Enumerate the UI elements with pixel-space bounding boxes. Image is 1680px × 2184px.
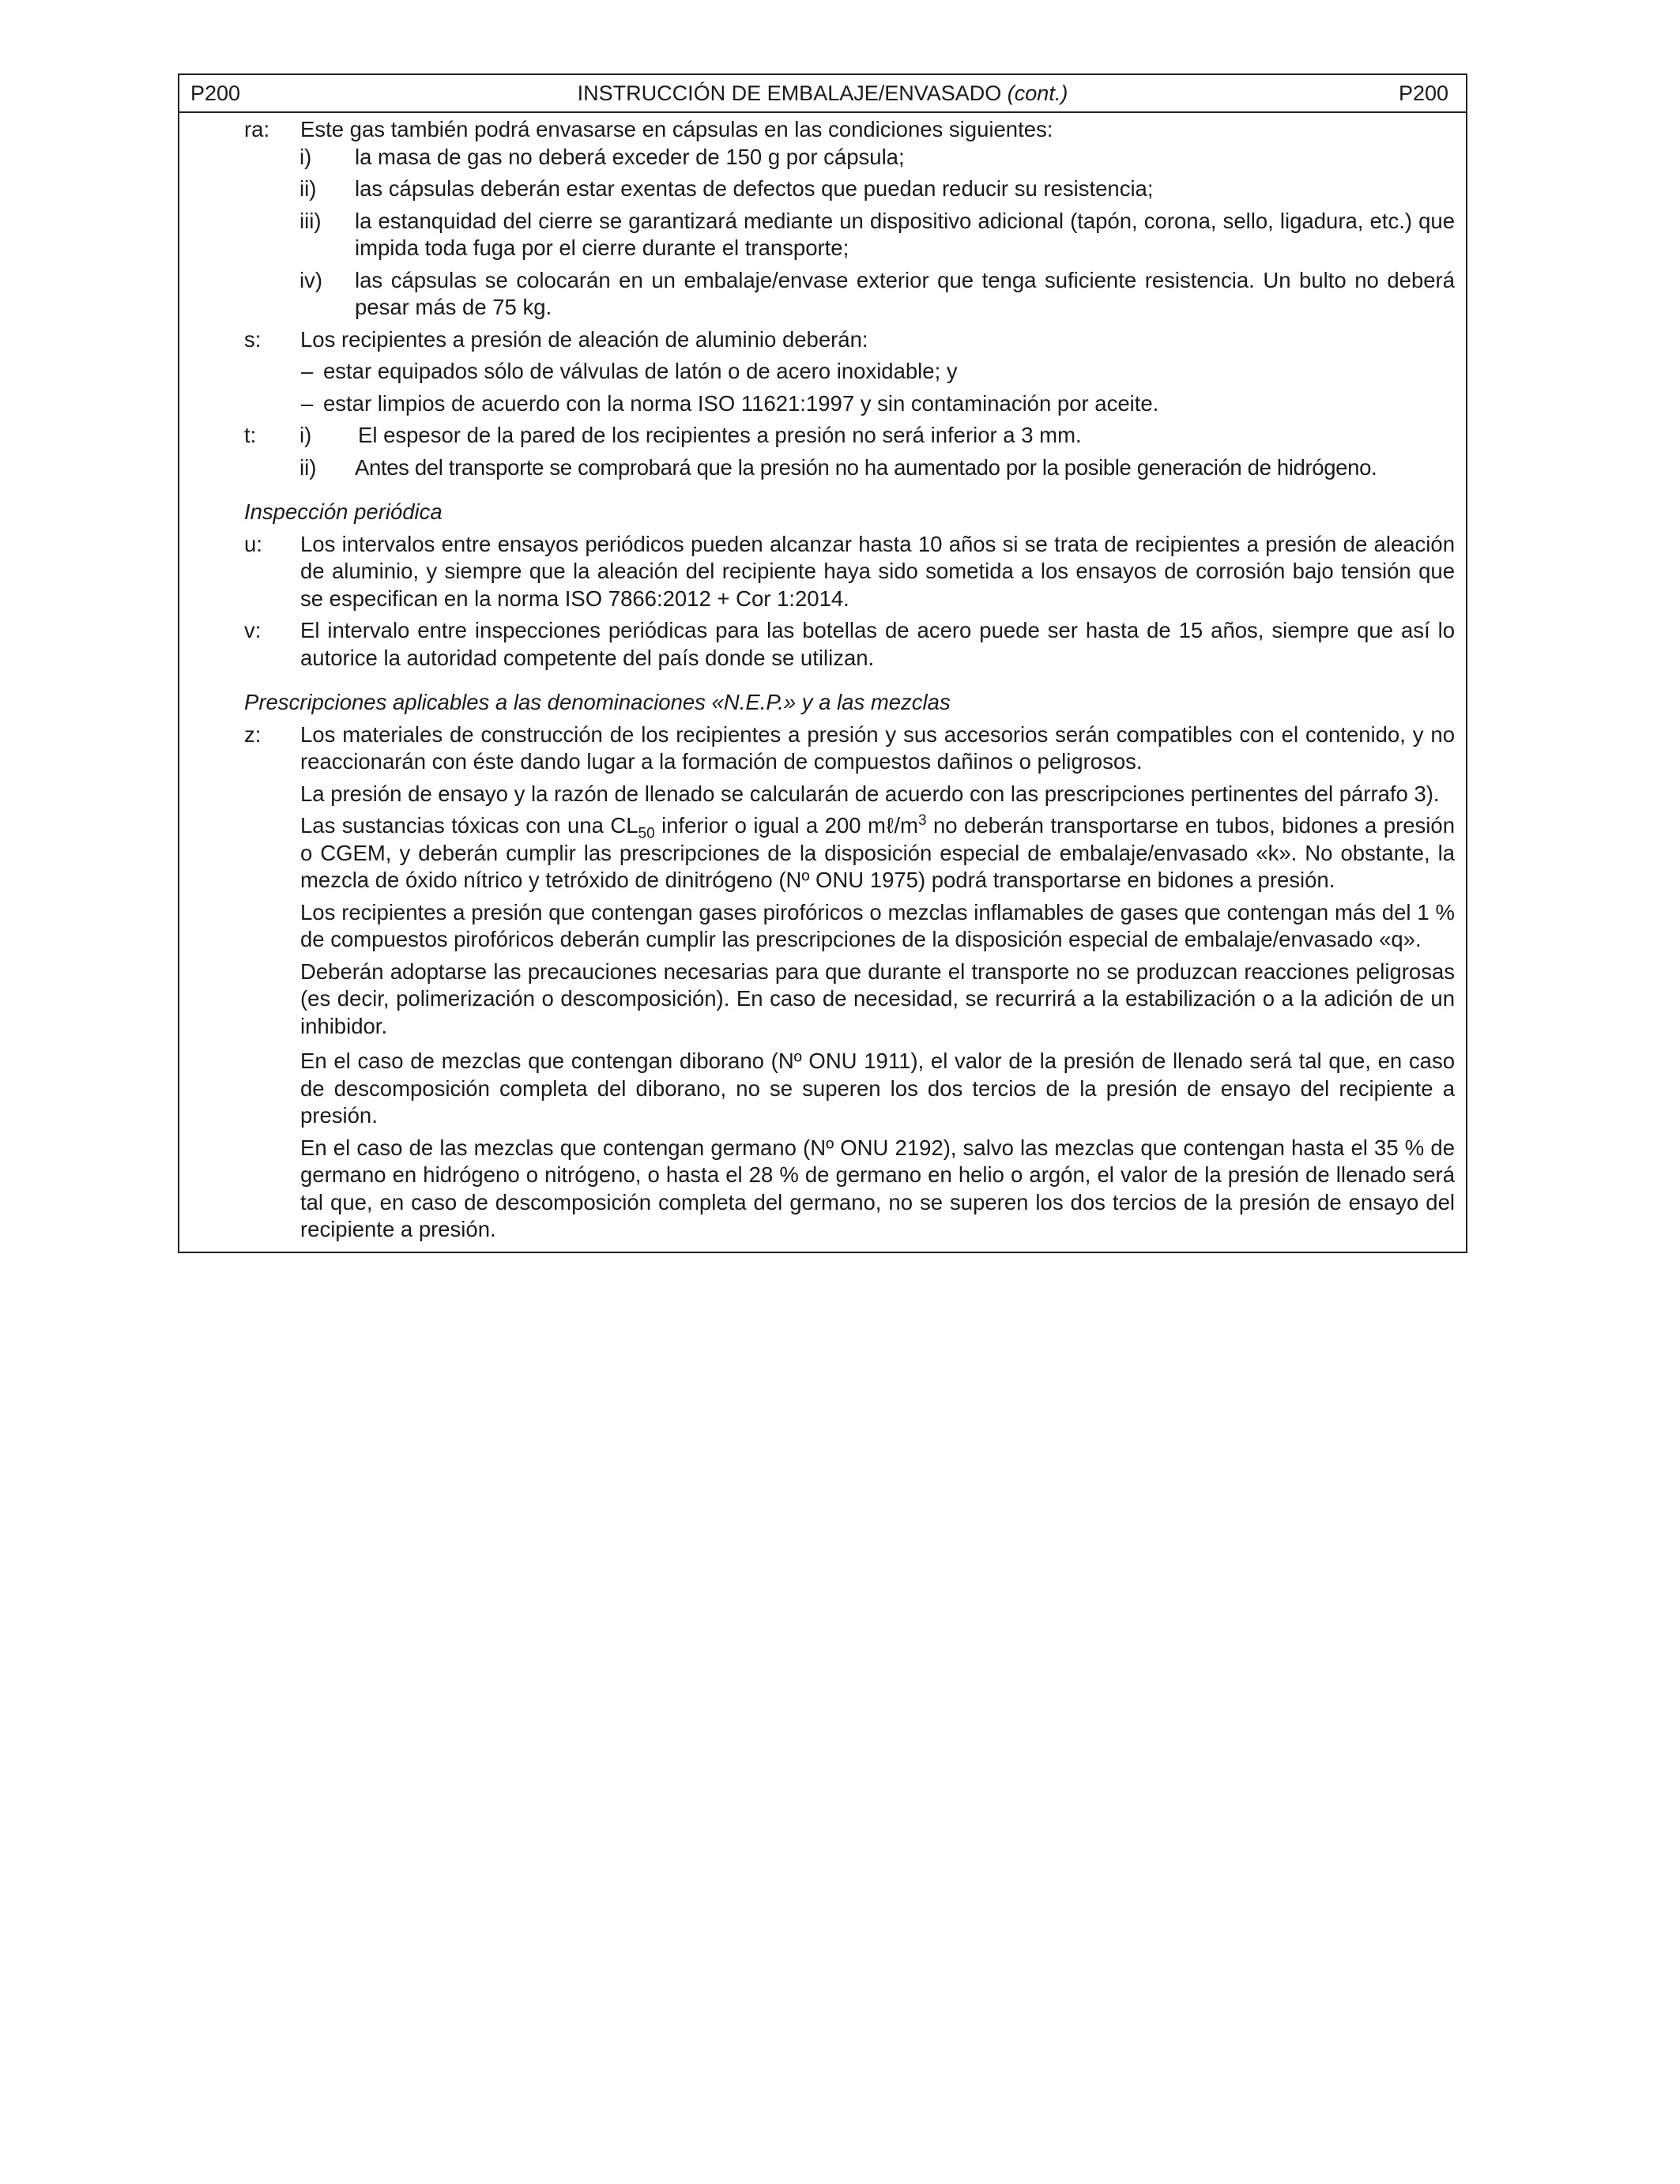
table-header [179, 75, 1466, 113]
table-body [179, 113, 1466, 1252]
instruction-code-left: P200 [190, 81, 241, 105]
provision-label: u: [244, 531, 262, 556]
subscript: 50 [638, 825, 655, 842]
list-item-label: i) [299, 423, 312, 447]
provision-s [179, 326, 1455, 354]
dash-bullet: – [301, 359, 314, 383]
list-item-text: Antes del transporte se comprobará que la presión no ha aumentado por la posible generación de hidrógeno. [355, 454, 1377, 480]
provision-ra [179, 116, 1455, 144]
provision-label: v: [244, 618, 262, 642]
paragraph: Deberán adoptarse las precauciones necesarias para que durante el transporte no se produzcan reacciones peligrosas (es decir, polimerización o descomposición). En caso de necesidad, se recurrirá a la estabilización o a la adición de un inhibidor. [300, 958, 1455, 1038]
provision-label: s: [244, 326, 262, 352]
superscript: 3 [917, 811, 927, 829]
list-item-label: i) [299, 144, 312, 169]
list-item-text: estar equipados sólo de válvulas de latón o de acero inoxidable; y [323, 359, 958, 383]
instruction-code-right: P200 [1398, 81, 1448, 105]
provision-text: El intervalo entre inspecciones periódicas para las botellas de acero puede ser hasta de 15 años, siempre que así lo autorice la autoridad competente del país donde se utilizan. [300, 618, 1455, 670]
list-item-label: iv) [299, 267, 323, 292]
packing-instruction-table [178, 73, 1467, 1253]
paragraph: Los recipientes a presión que contengan gases pirofóricos o mezclas inflamables de gases que contengan más del 1 % de compuestos pirofóricos deberán cumplir las prescripciones de la disposición especial de embalaje/envasado «q». [300, 899, 1455, 951]
provision-text: Este gas también podrá envasarse en cápsulas en las condiciones siguientes: [300, 117, 1053, 141]
list-item-label: ii) [299, 454, 317, 480]
instruction-title: INSTRUCCIÓN DE EMBALAJE/ENVASADO (cont.) [577, 81, 1068, 105]
list-item-text: las cápsulas se colocarán en un embalaje/envase exterior que tenga suficiente resistencia. Un bulto no deberá pesar más de 75 kg. [355, 267, 1455, 319]
dash-bullet: – [301, 390, 314, 416]
provision-label: z: [244, 721, 262, 747]
paragraph: En el caso de mezclas que contengan diborano (Nº ONU 1911), el valor de la presión de llenado será tal que, en caso de descomposición completa del diborano, no se superen los dos tercios de la presión de ensayo del recipiente a presión. [300, 1049, 1455, 1128]
list-item-label: iii) [299, 208, 322, 233]
provision-v [179, 617, 1455, 672]
list-item [179, 144, 1455, 171]
provision-z [179, 721, 1455, 776]
paragraph: En el caso de las mezclas que contengan germano (Nº ONU 2192), salvo las mezclas que contengan hasta el 35 % de germano en hidrógeno o nitrógeno, o hasta el 28 % de germano en helio o argón, el valor de la presión de llenado será tal que, en caso de descomposición completa del germano, no se superen los dos tercios de la presión de ensayo del recipiente a presión. [300, 1135, 1455, 1241]
provision-text: Los recipientes a presión de aleación de aluminio deberán: [300, 326, 868, 352]
list-item-text: la estanquidad del cierre se garantizará mediante un dispositivo adicional (tapón, corona, sello, ligadura, etc.) que impida toda fuga por el cierre durante el transporte; [355, 208, 1455, 260]
provision-label: ra: [244, 117, 270, 141]
list-item [179, 358, 1455, 386]
title-suffix: (cont.) [1007, 81, 1068, 105]
list-item [179, 454, 1455, 482]
paragraph-toxic-substances: Las sustancias tóxicas con una $CL_{50}$ inferior o igual a 200 $m\ell/m^3$ no deberán transportarse en tubos, bidones a presión o CGEM, y deberán cumplir las prescripciones de la disposición especial de embalaje/envasado «k». No obstante, la mezcla de óxido nítrico y tetróxido de dinitrógeno (Nº ONU 1975) podrá transportarse en bidones a presión. [300, 811, 1455, 892]
provision-text: Los materiales de construcción de los recipientes a presión y sus accesorios serán compatibles con el contenido, y no reaccionarán con éste dando lugar a la formación de compuestos dañinos o peligrosos. [300, 721, 1455, 774]
list-item-text: estar limpios de acuerdo con la norma ISO 11621:1997 y sin contaminación por aceite. [323, 390, 1159, 416]
list-item-text: la masa de gas no deberá exceder de 150 g por cápsula; [355, 144, 905, 169]
list-item-text: El espesor de la pared de los recipientes a presión no será inferior a 3 mm. [358, 423, 1082, 447]
list-item [179, 175, 1455, 203]
list-item-text: las cápsulas deberán estar exentas de defectos que puedan reducir su resistencia; [355, 176, 1154, 201]
provision-label: t: [244, 423, 257, 447]
provision-text: Los intervalos entre ensayos periódicos pueden alcanzar hasta 10 años si se trata de recipientes a presión de aleación de aluminio, y siempre que la aleación del recipiente haya sido sometida a los ensayos de corrosión bajo tensión que se especifican en la norma ISO 7866:2012 + Cor 1:2014. [300, 531, 1455, 611]
list-item [179, 390, 1455, 418]
section-heading-nep: Prescripciones aplicables a las denominaciones «N.E.P.» y a las mezclas [244, 690, 951, 714]
list-item-label: ii) [299, 176, 317, 201]
provision-t [179, 422, 1455, 450]
list-item [179, 267, 1455, 322]
list-item [179, 208, 1455, 262]
section-heading-inspection: Inspección periódica [244, 499, 443, 524]
paragraph: La presión de ensayo y la razón de llenado se calcularán de acuerdo con las prescripciones pertinentes del párrafo 3). [300, 781, 1440, 806]
provision-u [179, 531, 1455, 613]
